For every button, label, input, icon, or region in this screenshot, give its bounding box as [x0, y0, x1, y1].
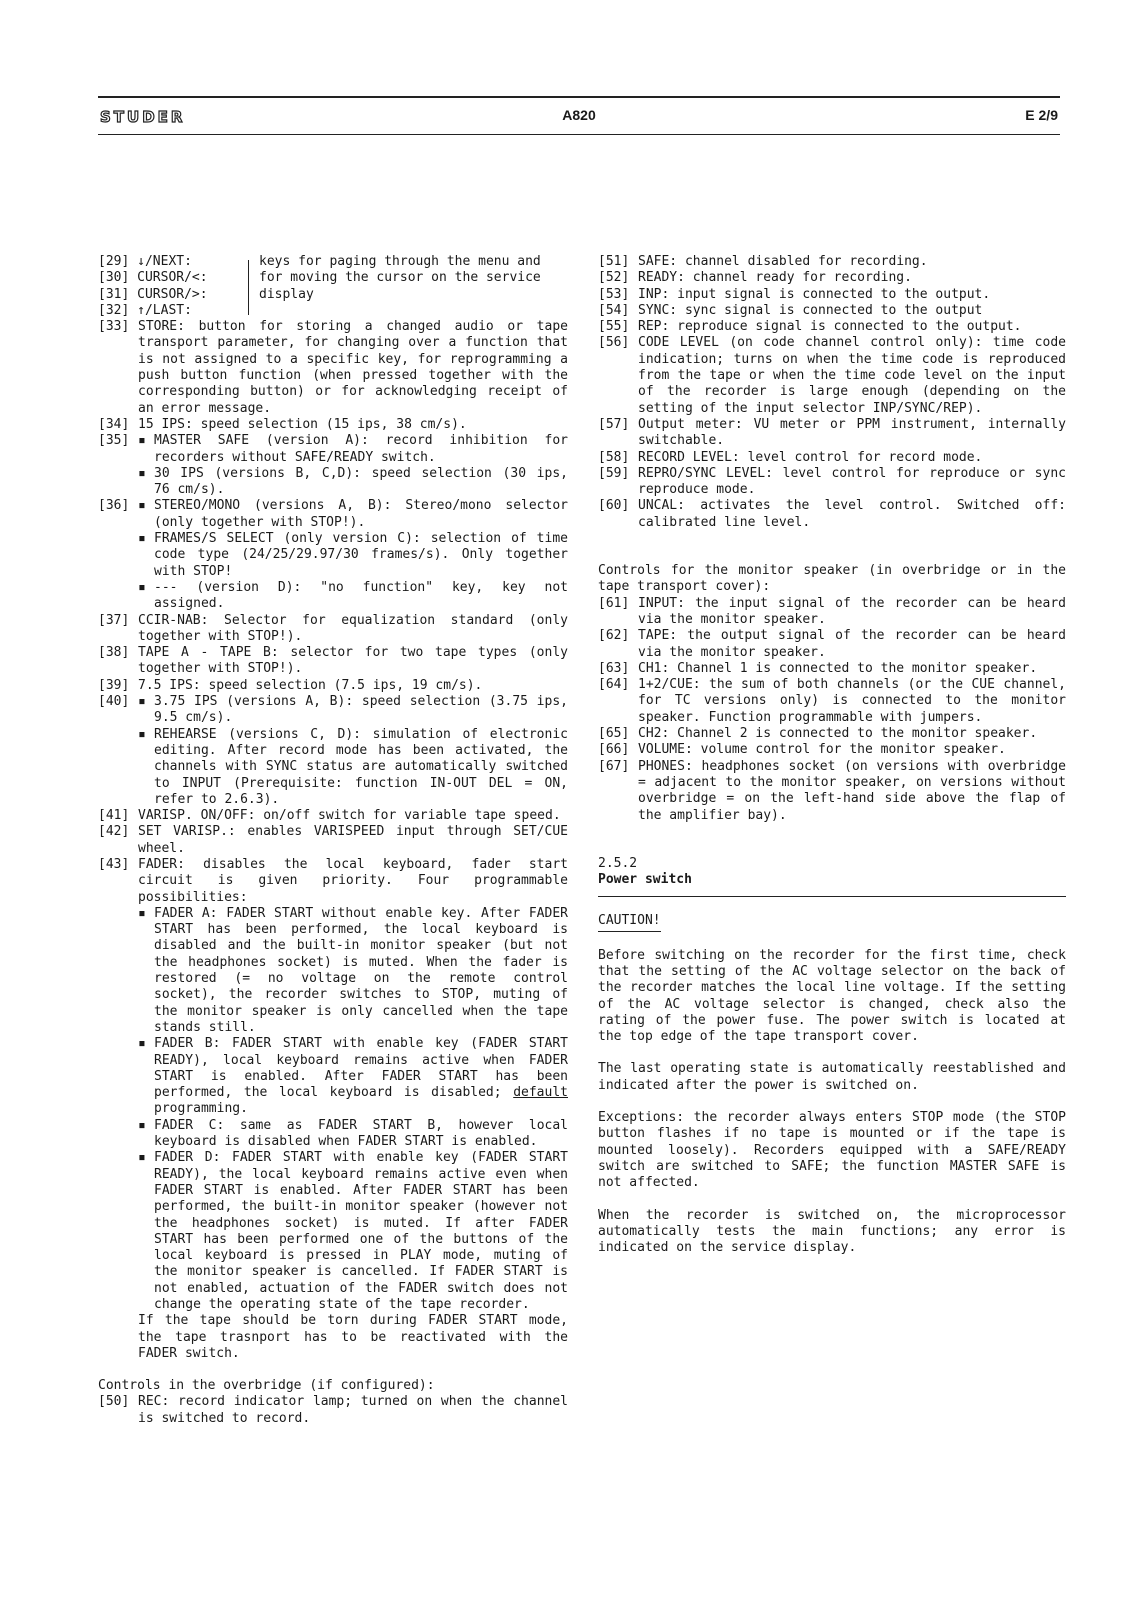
- bullet-icon: ▪: [138, 905, 146, 921]
- navigation-keys-list: [98, 254, 238, 319]
- entry-64: [64] 1+2/CUE: the sum of both channels (or the CUE channel, for TC versions only) is connected to the monitor speaker. Function programmable with jumpers.: [598, 677, 1066, 725]
- key-29: [29] ↓/NEXT:: [98, 254, 192, 269]
- entry-39: [98, 678, 568, 694]
- paragraph-last-state: The last operating state is automatically reestablished and indicated after the power is switched on.: [598, 1061, 1066, 1093]
- bullet-item: ▪ --- (version D): "no function" key, key not assigned.: [138, 579, 568, 612]
- bullet-icon: ▪: [138, 726, 146, 742]
- entry-53: [53] INP: input signal is connected to the output.: [598, 286, 991, 302]
- entry-text: 7.5 IPS: speed selection (7.5 ips, 19 cm/s).: [138, 677, 483, 693]
- paragraph-self-test: When the recorder is switched on, the microprocessor automatically tests the main functions; any error is indicated on the service display.: [598, 1207, 1066, 1256]
- entry-number: [39]: [98, 677, 130, 693]
- caution-heading: CAUTION!: [598, 913, 661, 931]
- bullet-item: ▪ FRAMES/S SELECT (only version C): selection of time code type (24/25/29.97/30 frames/s). Only together with STOP!: [138, 531, 568, 579]
- entry-59: [59] REPRO/SYNC LEVEL: level control for reproduce or sync reproduce mode.: [598, 465, 1066, 498]
- entry-36: [98, 498, 568, 612]
- navigation-keys-group: [98, 254, 568, 319]
- bullet-icon: ▪: [138, 498, 146, 514]
- entry-60: [60] UNCAL: activates the level control. Switched off: calibrated line level.: [598, 498, 1066, 530]
- entry-number: [50]: [98, 1394, 130, 1410]
- underlined-default: default: [513, 1085, 568, 1101]
- entry-text: TAPE A - TAPE B: selector for two tape types (only together with STOP!).: [138, 645, 568, 677]
- section-title: Power switch: [598, 872, 692, 888]
- entry-33: [98, 319, 568, 417]
- entry-number: [41]: [98, 808, 130, 824]
- entry-text: REC: record indicator lamp; turned on when the channel is switched to record.: [138, 1394, 568, 1426]
- overbridge-intro: Controls in the overbridge (if configured):: [98, 1378, 435, 1394]
- bullet-icon: ▪: [138, 433, 146, 449]
- entry-38: [98, 645, 568, 678]
- page-header: [98, 96, 1060, 136]
- navigation-keys-description: keys for paging through the menu and for moving the cursor on the service display: [259, 254, 541, 302]
- entry-number: [36]: [98, 498, 130, 514]
- entry-number: [33]: [98, 319, 130, 335]
- entry-50: [98, 1394, 568, 1427]
- entry-65: [65] CH2: Channel 2 is connected to the monitor speaker.: [598, 726, 1038, 742]
- caution-block: [598, 913, 1066, 931]
- entry-63: [63] CH1: Channel 1 is connected to the monitor speaker.: [598, 660, 1038, 676]
- key-32: [32] ↑/LAST:: [98, 302, 192, 318]
- entry-number: [38]: [98, 645, 130, 661]
- bullet-icon: ▪: [138, 1036, 146, 1052]
- entry-text: VARISP. ON/OFF: on/off switch for variable tape speed.: [138, 808, 561, 824]
- bullet-item: ▪ REHEARSE (versions C, D): simulation of electronic editing. After record mode has been activated, the channels with SYNC status are automatically switched to INPUT (Prerequisite: function IN-OUT DEL = ON, refer to 2.6.3).: [138, 726, 568, 807]
- entry-34: [98, 417, 568, 433]
- entry-number: [42]: [98, 824, 130, 840]
- entry-number: [40]: [98, 694, 130, 710]
- entry-61: [61] INPUT: the input signal of the recorder can be heard via the monitor speaker.: [598, 595, 1066, 627]
- entry-54: [54] SYNC: sync signal is connected to the output: [598, 302, 983, 318]
- entry-67: [67] PHONES: headphones socket (on versions with overbridge = adjacent to the monitor speaker, on versions without overbridge = on the left-hand side above the flap of the amplifier bay).: [598, 758, 1066, 823]
- entry-number: [37]: [98, 612, 130, 628]
- entry-41: [98, 808, 568, 824]
- bullet-item: ▪ FADER A: FADER START without enable key. After FADER START has been performed, the local keyboard is disabled and the built-in monitor speaker (but not the headphones socket) is muted. When the fader is restored (= no voltage on the remote control socket), the recorder switches to STOP, muting of the monitor speaker is only cancelled when the tape stands still.: [138, 905, 568, 1035]
- entry-52: [52] READY: channel ready for recording.: [598, 270, 912, 286]
- bullet-item: ▪ 30 IPS (versions B, C,D): speed selection (30 ips, 76 cm/s).: [138, 465, 568, 498]
- section-number: 2.5.2: [598, 855, 638, 871]
- key-31: [31] CURSOR/>:: [98, 286, 208, 302]
- entry-number: [34]: [98, 416, 130, 432]
- grouping-brace: [238, 260, 249, 315]
- bullet-item: ▪ FADER B: FADER START with enable key (FADER START READY), local keyboard remains active when FADER START is enabled. After FADER START has been performed, the local keyboard is disabled; default programming.: [138, 1036, 568, 1117]
- paragraph-exceptions: Exceptions: the recorder always enters STOP mode (the STOP button flashes if no tape is mounted or if the tape is mounted loosely). Recorders equipped with a SAFE/READY switch are switched to SAFE; the function MASTER SAFE is not affected.: [598, 1110, 1066, 1191]
- entry-35: [98, 433, 568, 498]
- entry-66: [66] VOLUME: volume control for the monitor speaker.: [598, 742, 1006, 758]
- model-title: A820: [562, 107, 596, 123]
- entry-number: [35]: [98, 433, 130, 449]
- entry-number: [43]: [98, 856, 130, 872]
- entry-55: [55] REP: reproduce signal is connected to the output.: [598, 319, 1022, 335]
- bullet-icon: ▪: [138, 579, 146, 595]
- fader-tail-note: If the tape should be torn during FADER START mode, the tape trasnport has to be reactivated with the FADER switch.: [138, 1313, 568, 1361]
- bullet-icon: ▪: [138, 1150, 146, 1166]
- entry-57: [57] Output meter: VU meter or PPM instrument, internally switchable.: [598, 416, 1066, 449]
- bullet-icon: ▪: [138, 1117, 146, 1133]
- header-top-rule: [98, 96, 1060, 98]
- bullet-item: ▪ MASTER SAFE (version A): record inhibition for recorders without SAFE/READY switch.: [138, 433, 568, 465]
- entry-40: [98, 694, 568, 808]
- paragraph-ac-voltage: Before switching on the recorder for the first time, check that the setting of the AC voltage selector on the back of the recorder matches the local line voltage. If the setting of the AC voltage selector is changed, check also the rating of the power fuse. The power switch is located at the top edge of the tape transport cover.: [598, 947, 1066, 1045]
- right-column: [598, 254, 1066, 1256]
- bullet-icon: ▪: [138, 465, 146, 481]
- entry-text: FADER: disables the local keyboard, fader start circuit is given priority. Four programmable possibilities:: [138, 856, 568, 905]
- entry-58: [58] RECORD LEVEL: level control for record mode.: [598, 449, 983, 465]
- entry-text: 15 IPS: speed selection (15 ips, 38 cm/s).: [138, 416, 467, 432]
- header-bottom-rule: [98, 134, 1060, 135]
- bullet-item: ▪ FADER D: FADER START with enable key (FADER START READY), the local keyboard remains active even when FADER START is enabled. After FADER START has been performed, the built-in monitor speaker (however not the headphones socket) is muted. If after FADER START has been performed one of the buttons of the local keyboard is pressed in PLAY mode, muting of the monitor speaker is cancelled. If FADER START is not enabled, actuation of the FADER switch does not change the operating state of the tape recorder.: [138, 1150, 568, 1312]
- entry-56: [56] CODE LEVEL (on code channel control only): time code indication; turns on when the time code is reproduced from the tape or when the time code level on the input of the recorder is large enough (depending on the setting of the input selector INP/SYNC/REP).: [598, 335, 1066, 416]
- bullet-item: ▪ FADER C: same as FADER START B, however local keyboard is disabled when FADER START is enabled.: [138, 1117, 568, 1150]
- bullet-icon: ▪: [138, 694, 146, 710]
- entry-text: STORE: button for storing a changed audio or tape transport parameter, for changing over a function that is not assigned to a specific key, for reprogramming a push button function (when pressed together with the corresponding button) or for acknowledging receipt of an error message.: [138, 319, 568, 416]
- entry-43: [98, 857, 568, 1362]
- bullet-item: ▪ STEREO/MONO (versions A, B): Stereo/mono selector (only together with STOP!).: [138, 498, 568, 530]
- entry-51: [51] SAFE: channel disabled for recording.: [598, 254, 928, 269]
- entry-42: [98, 824, 568, 857]
- page-number: E 2/9: [1025, 107, 1058, 123]
- entry-text: SET VARISP.: enables VARISPEED input through SET/CUE wheel.: [138, 824, 568, 856]
- entry-62: [62] TAPE: the output signal of the recorder can be heard via the monitor speaker.: [598, 628, 1066, 660]
- entry-text: CCIR-NAB: Selector for equalization standard (only together with STOP!).: [138, 612, 568, 644]
- left-column: [98, 254, 568, 1427]
- bullet-item: ▪ 3.75 IPS (versions A, B): speed selection (3.75 ips, 9.5 cm/s).: [138, 694, 568, 726]
- bullet-icon: ▪: [138, 531, 146, 547]
- key-30: [30] CURSOR/<:: [98, 270, 208, 286]
- entry-37: [98, 613, 568, 646]
- section-rule: [598, 896, 1066, 897]
- studer-logo: STUDER: [100, 108, 186, 126]
- monitor-intro: Controls for the monitor speaker (in overbridge or in the tape transport cover):: [598, 563, 1066, 595]
